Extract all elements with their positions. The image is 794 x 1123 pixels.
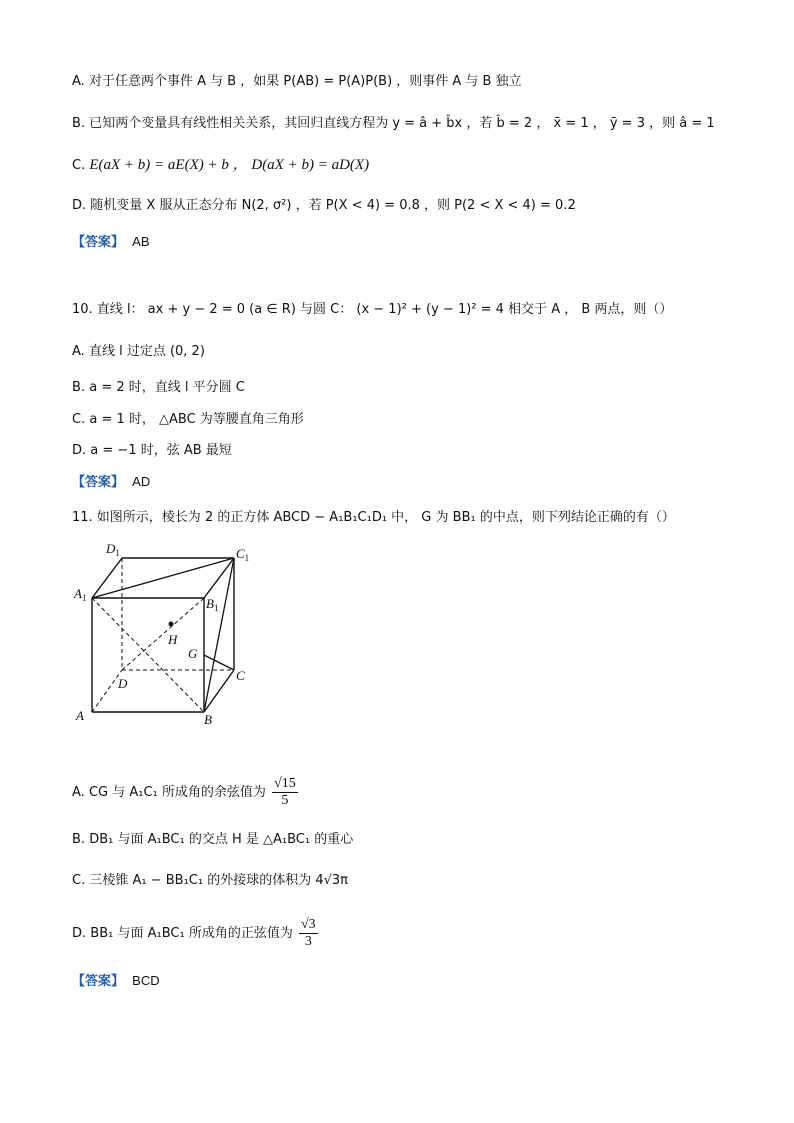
q11-option-a-text: CG 与 A₁C₁ 所成角的余弦值为 (88, 785, 266, 800)
q9-answer-value: AB (132, 234, 150, 249)
q10-answer (72, 472, 150, 493)
label-a: A (76, 708, 84, 723)
q9-option-c (72, 155, 369, 176)
q10-option-a (72, 342, 205, 362)
q9-answer (72, 232, 150, 253)
q9-option-b-label: B. (72, 116, 86, 131)
q9-answer-tag: 【答案】 (72, 235, 125, 250)
q10-option-d (72, 441, 232, 461)
q9-option-d-label: D. (72, 198, 87, 213)
q10-option-c-text: a = 1 时， △ABC 为等腰直角三角形 (89, 412, 304, 427)
label-d1: $D_1$ (106, 541, 120, 558)
q10-option-b (72, 378, 245, 398)
fraction-numerator: √3 (300, 917, 316, 932)
q9-option-b-text: 已知两个变量具有线性相关关系，其回归直线方程为 y = â + b̂x ，若 b̂ = 2 ， x̄ = 1 ， ȳ = 3 ，则 â = 1 (89, 116, 715, 131)
q10-option-d-label: D. (72, 443, 87, 458)
q11-option-b (72, 830, 353, 850)
q10-option-d-text: a = −1 时，弦 AB 最短 (90, 443, 232, 458)
q9-option-b (72, 114, 715, 134)
label-b: B (204, 712, 212, 727)
q10-option-b-label: B. (72, 380, 86, 395)
q10-answer-value: AD (132, 474, 151, 489)
q11-option-b-label: B. (72, 832, 86, 847)
q11-answer (72, 971, 160, 992)
q11-option-d (72, 917, 318, 951)
q11-option-c (72, 871, 348, 891)
q11-option-d-fraction (299, 917, 318, 950)
q10-option-a-label: A. (72, 344, 85, 359)
label-c: C (236, 668, 245, 683)
q10-option-c (72, 410, 304, 430)
q9-option-a-text: 对于任意两个事件 A 与 B ，如果 P(AB) = P(A)P(B) ，则事件 A 与 B 独立 (88, 74, 522, 89)
fraction-denominator: 3 (304, 934, 312, 949)
q9-option-a (72, 72, 522, 92)
q11-option-c-text: 三棱锥 A₁ − BB₁C₁ 的外接球的体积为 4√3π (89, 873, 349, 888)
q11-option-b-text: DB₁ 与面 A₁BC₁ 的交点 H 是 △A₁BC₁ 的重心 (89, 832, 354, 847)
fraction-denominator: 5 (281, 793, 289, 808)
label-d: D (118, 676, 128, 691)
q11-option-a-fraction (272, 776, 298, 809)
q9-option-d (72, 196, 576, 216)
cube-figure (70, 540, 270, 740)
label-h: H (168, 632, 178, 647)
q10-option-c-label: C. (72, 412, 86, 427)
q11-answer-tag: 【答案】 (72, 974, 125, 989)
q11-option-a-label: A. (72, 785, 85, 800)
fraction-numerator: √15 (274, 776, 296, 791)
q10-stem: 10. 直线 l： ax + y − 2 = 0 (a ∈ R) 与圆 C： (x − 1)² + (y − 1)² = 4 相交于 A ， B 两点，则（） (72, 302, 673, 317)
q11-option-a (72, 776, 298, 810)
q11-option-d-text: BB₁ 与面 A₁BC₁ 所成角的正弦值为 (90, 926, 293, 941)
q11-stem: 11. 如图所示，棱长为 2 的正方体 ABCD − A₁B₁C₁D₁ 中， G 为 BB₁ 的中点，则下列结论正确的有（） (72, 510, 675, 525)
q9-option-a-label: A. (72, 74, 85, 89)
q9-option-d-text: 随机变量 X 服从正态分布 N(2, σ²) ，若 P(X < 4) = 0.8 ，则 P(2 < X < 4) = 0.2 (90, 198, 576, 213)
label-a1: $A_1$ (74, 586, 87, 603)
q9-option-c-label: C. (72, 158, 86, 173)
label-g: G (188, 646, 198, 661)
q9-option-c-text: E(aX + b) = aE(X) + b ， D(aX + b) = aD(X) (89, 157, 370, 173)
q10-option-b-text: a = 2 时，直线 l 平分圆 C (89, 380, 245, 395)
q10-answer-tag: 【答案】 (72, 475, 125, 490)
q11-option-d-label: D. (72, 926, 87, 941)
q11-option-c-label: C. (72, 873, 86, 888)
label-c1: $C_1$ (236, 546, 250, 563)
q11-answer-value: BCD (132, 973, 160, 988)
label-b1: $B_1$ (206, 596, 219, 613)
q10-option-a-text: 直线 l 过定点 (0, 2) (88, 344, 205, 359)
